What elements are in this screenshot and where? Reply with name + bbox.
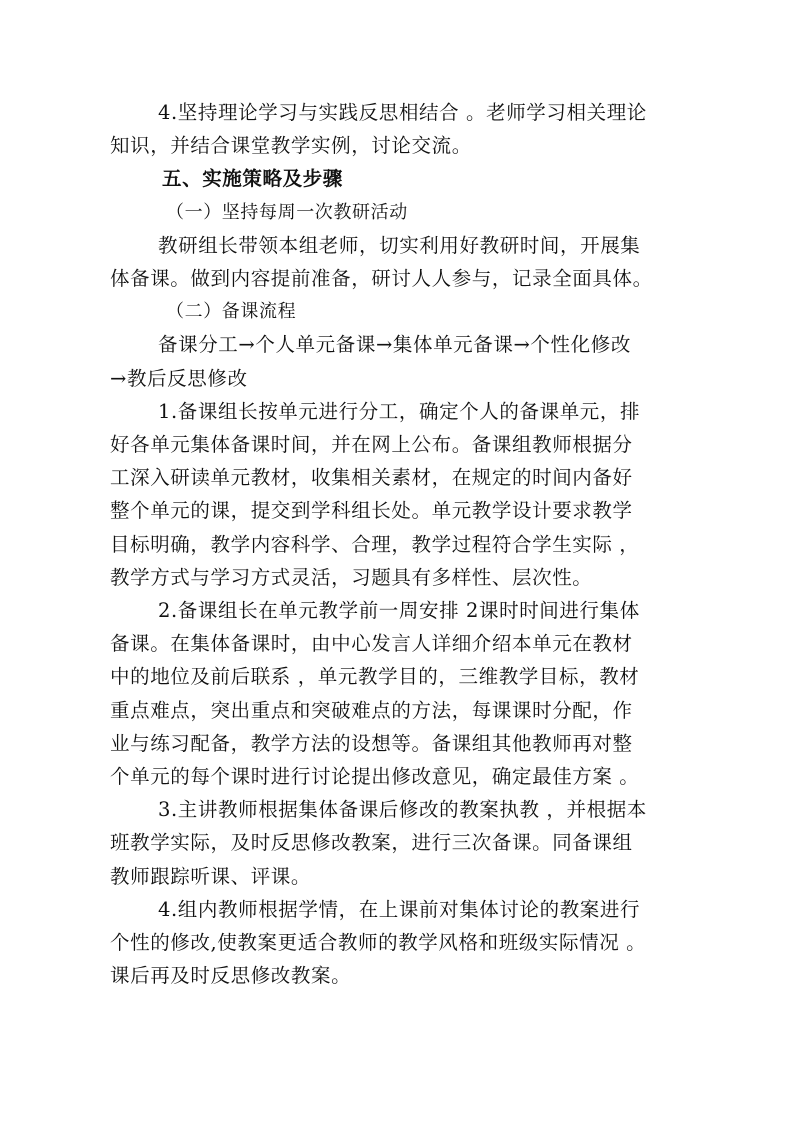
paragraph-line: 业与练习配备，教学方法的设想等。备课组其他教师再对整	[110, 731, 633, 755]
paragraph-line: 中的地位及前后联系 ，单元教学目的，三维教学目标，教材	[110, 665, 640, 689]
paragraph-line: 2.备课组长在单元教学前一周安排 2课时时间进行集体	[158, 599, 640, 623]
subsection-heading: （一）坚持每周一次教研活动	[166, 201, 408, 223]
paragraph-line: 体备课。做到内容提前准备，研讨人人参与，记录全面具体。	[110, 267, 653, 291]
paragraph-line: 整个单元的课，提交到学科组长处。单元教学设计要求教学	[110, 499, 633, 523]
paragraph-line: 教学方式与学习方式灵活，习题具有多样性、层次性。	[110, 565, 593, 589]
paragraph-line: 4.坚持理论学习与实践反思相结合 。老师学习相关理论	[158, 101, 647, 124]
paragraph-line: 工深入研读单元教材，收集相关素材，在规定的时间内备好	[110, 466, 633, 490]
paragraph-line: 课后再及时反思修改教案。	[110, 964, 352, 988]
paragraph-line: 备课分工→个人单元备课→集体单元备课→个性化修改	[158, 333, 631, 357]
paragraph-line: 知识，并结合课堂教学实例，讨论交流。	[110, 134, 472, 158]
paragraph-line: 目标明确，教学内容科学、合理，教学过程符合学生实际 ，	[110, 532, 640, 556]
section-heading: 五、实施策略及步骤	[162, 167, 343, 191]
paragraph-line: 备课。在集体备课时，由中心发言人详细介绍本单元在教材	[110, 632, 633, 656]
paragraph-line: 1.备课组长按单元进行分工，确定个人的备课单元，排	[158, 399, 641, 423]
paragraph-line: 班教学实际，及时反思修改教案，进行三次备课。同备课组	[110, 831, 633, 855]
paragraph-line: 重点难点，突出重点和突破难点的方法，每课课时分配，作	[110, 698, 633, 722]
paragraph-line: 教师跟踪听课、评课。	[110, 864, 312, 888]
paragraph-line: 3.主讲教师根据集体备课后修改的教案执教 ，并根据本	[158, 798, 647, 822]
paragraph-line: 教研组长带领本组老师，切实利用好教研时间，开展集	[158, 233, 641, 257]
paragraph-line: →教后反思修改	[110, 366, 248, 390]
paragraph-line: 4.组内教师根据学情，在上课前对集体讨论的教案进行	[158, 897, 641, 921]
paragraph-line: 好各单元集体备课时间，并在网上公布。备课组教师根据分	[110, 433, 633, 457]
paragraph-line: 个单元的每个课时进行讨论提出修改意见，确定最佳方案 。	[110, 765, 640, 789]
subsection-heading: （二）备课流程	[166, 301, 297, 323]
paragraph-line: 个性的修改,使教案更适合教师的教学风格和班级实际情况 。	[110, 931, 647, 955]
document-page	[110, 96, 682, 992]
